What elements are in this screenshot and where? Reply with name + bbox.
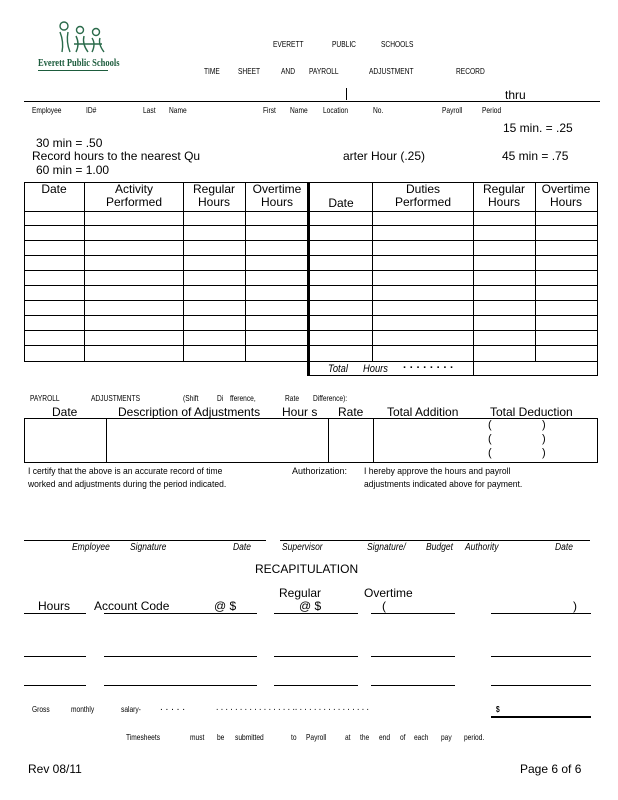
hours-label: Hours bbox=[363, 363, 388, 375]
total-dots: · · · · · · · · bbox=[403, 362, 454, 374]
col-activity: Activity Performed bbox=[105, 182, 163, 209]
col-date-left: Date bbox=[41, 182, 67, 196]
logo-figures-icon bbox=[54, 20, 114, 54]
col-duties: Duties Performed bbox=[394, 182, 452, 209]
thru-label: thru bbox=[505, 88, 526, 102]
gross-salary-line[interactable] bbox=[491, 716, 591, 718]
logo-text: Everett Public Schools bbox=[38, 58, 120, 69]
col-date-right: Date bbox=[328, 196, 354, 210]
page-number: Page 6 of 6 bbox=[520, 762, 582, 776]
employee-line[interactable] bbox=[24, 101, 600, 102]
col-regular-right: Regular Hours bbox=[482, 182, 526, 209]
revision-label: Rev 08/11 bbox=[28, 762, 82, 776]
school-logo bbox=[38, 20, 120, 74]
total-label: Total bbox=[328, 363, 348, 375]
col-overtime-left: Overtime Hours bbox=[252, 182, 302, 209]
col-regular-left: Regular Hours bbox=[192, 182, 236, 209]
recap-title: RECAPITULATION bbox=[255, 562, 359, 576]
col-overtime-right: Overtime Hours bbox=[541, 182, 591, 209]
supervisor-signature-line[interactable] bbox=[280, 540, 590, 541]
employee-signature-line[interactable] bbox=[24, 540, 266, 541]
